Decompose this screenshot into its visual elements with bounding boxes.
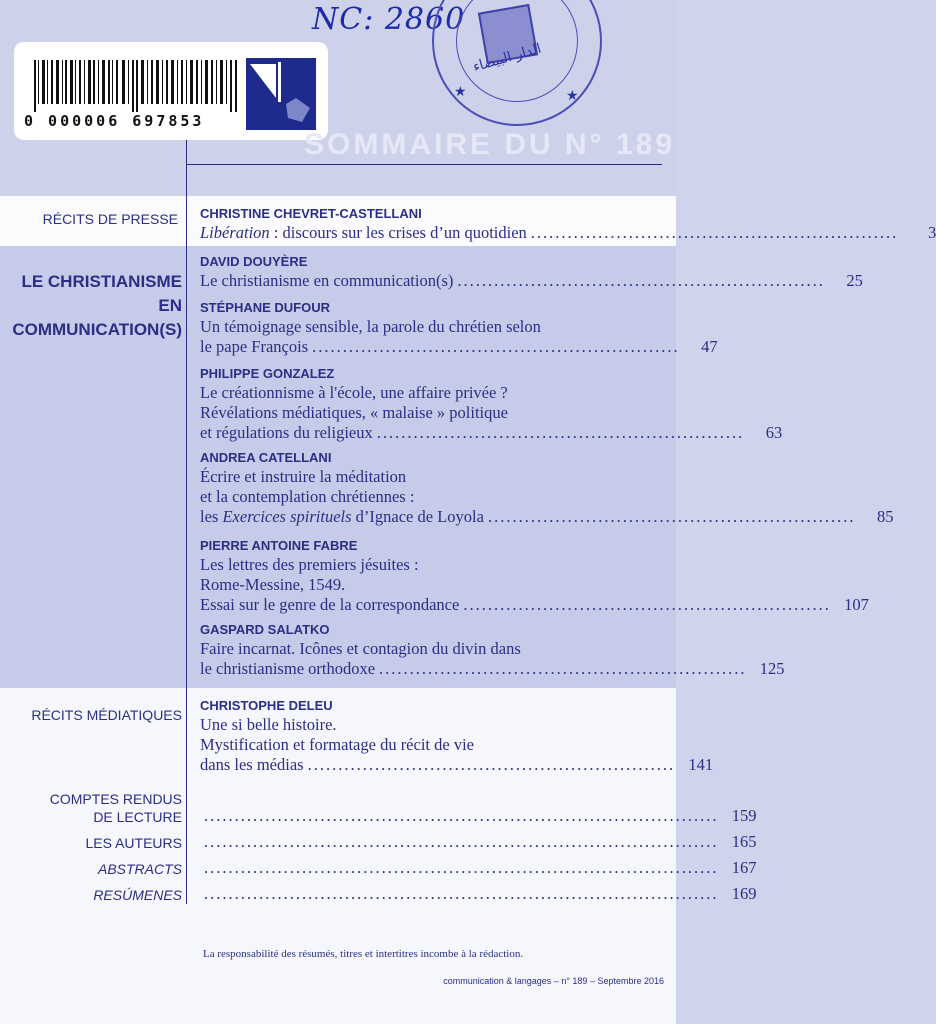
entry-last-line [200,271,863,291]
entry-title: Libération : discours sur les crises d’un quotidien [200,223,527,242]
entry-author: PIERRE ANTOINE FABRE [200,538,358,553]
toc-entry-auteurs[interactable] [200,832,757,852]
section-recits-presse: RÉCITS DE PRESSE [42,211,178,227]
leader-dots: .................................................................................... [204,858,719,877]
barcode-label [14,42,328,140]
section-comptes-rendus [50,790,182,826]
publisher-logo-icon [246,58,316,130]
leader-dots: .................................................................................... [204,806,719,825]
entry-page: 141 [688,755,714,774]
entry-author: STÉPHANE DUFOUR [200,300,331,315]
entry-last-line [200,659,785,679]
toc-entry-abstracts[interactable] [200,858,757,878]
entry-last-line [200,832,757,852]
barcode-number: 0 000006 697853 [24,112,205,130]
entry-page: 125 [759,659,785,678]
toc-entry[interactable] [200,252,863,291]
entry-title: le pape François [200,337,309,356]
entry-title-line: Les lettres des premiers jésuites : [200,555,419,574]
entry-last-line [200,223,936,243]
toc-entry[interactable] [200,448,894,527]
toc-entry[interactable] [200,696,714,775]
leader-dots: ............................................................ [312,337,680,356]
entry-title-line: Mystification et formatage du récit de vie [200,735,474,754]
entry-title-line: et la contemplation chrétiennes : [200,487,415,506]
entry-page: 165 [731,832,757,851]
entry-title-line: Rome-Messine, 1549. [200,575,346,594]
entry-last-line [200,337,718,357]
toc-entry[interactable] [200,536,869,615]
journal-name: Libération [200,223,270,242]
entry-title-line: Le créationnisme à l'école, une affaire privée ? [200,383,508,402]
leader-dots: .................................................................................... [204,884,719,903]
entry-last-line [200,884,757,904]
section-resumenes: RESÚMENES [93,887,182,903]
entry-page: 3 [928,223,936,242]
theme-line: COMMUNICATION(S) [12,320,182,339]
entry-page: 63 [765,423,783,442]
entry-page: 85 [876,507,894,526]
section-line: COMPTES RENDUS [49,791,182,807]
library-seal [432,0,602,126]
star-icon: ★ [566,89,579,104]
star-icon: ★ [454,85,467,100]
entry-author: CHRISTOPHE DELEU [200,698,333,713]
toc-entry[interactable] [200,364,783,443]
entry-page: 47 [701,337,718,356]
column-divider [186,140,187,904]
section-line: DE LECTURE [93,809,182,825]
section-recits-mediatiques: RÉCITS MÉDIATIQUES [31,707,182,723]
section-auteurs: LES AUTEURS [85,835,182,851]
entry-page: 167 [731,858,757,877]
entry-author: PHILIPPE GONZALEZ [200,366,335,381]
entry-title: et régulations du religieux [200,423,373,442]
entry-title-line: Écrire et instruire la méditation [200,467,407,486]
work-title: Exercices spirituels [222,507,352,526]
header-divider [186,164,662,165]
section-theme [12,270,182,342]
entry-title: les Exercices spirituels d’Ignace de Loyola [200,507,484,526]
entry-author: GASPARD SALATKO [200,622,330,637]
entry-title-line: Révélations médiatiques, « malaise » politique [200,403,508,422]
toc-entry-resumenes[interactable] [200,884,757,904]
leader-dots: ............................................................ [487,507,856,526]
theme-line: LE CHRISTIANISME [21,272,182,291]
entry-page: 25 [846,271,863,290]
editorial-note: La responsabilité des résumés, titres et intertitres incombe à la rédaction. [203,948,524,960]
entry-title: Le christianisme en communication(s) [200,271,454,290]
entry-author: CHRISTINE CHEVRET-CASTELLANI [200,206,422,221]
page-title: SOMMAIRE DU N° 189 [304,128,676,161]
entry-title: le christianisme orthodoxe [200,659,376,678]
entry-last-line [200,423,783,443]
toc-entry[interactable] [200,620,785,679]
barcode-icon [32,60,240,112]
leader-dots: ............................................................ [530,223,899,242]
leader-dots: ............................................................ [457,271,825,290]
entry-last-line [200,755,714,775]
entry-title-line: Faire incarnat. Icônes et contagion du divin dans [200,639,521,658]
entry-last-line [200,806,757,826]
entry-last-line [200,507,894,527]
leader-dots: ............................................................ [307,755,676,774]
entry-author: DAVID DOUYÈRE [200,254,308,269]
entry-last-line [200,595,869,615]
issue-footer: communication & langages – n° 189 – Septembre 2016 [443,976,664,986]
toc-entry[interactable] [200,204,936,243]
theme-line: EN [158,296,182,315]
entry-page: 107 [844,595,869,614]
entry-title-line: Une si belle histoire. [200,715,337,734]
entry-author: ANDREA CATELLANI [200,450,332,465]
entry-title: dans les médias [200,755,304,774]
leader-dots: ............................................................ [376,423,745,442]
leader-dots: .................................................................................... [204,832,719,851]
entry-page: 159 [731,806,757,825]
seal-text: الدار البيضاء [471,40,544,76]
section-abstracts: ABSTRACTS [97,861,182,877]
leader-dots: ............................................................ [463,595,831,614]
entry-title: Essai sur le genre de la correspondance [200,595,460,614]
entry-page: 169 [731,884,757,903]
toc-entry-comptes-rendus[interactable] [200,806,757,826]
entry-last-line [200,858,757,878]
leader-dots: ............................................................ [379,659,747,678]
toc-entry[interactable] [200,298,718,357]
entry-title-line: Un témoignage sensible, la parole du chrétien selon [200,317,541,336]
handwritten-stamp: NC: 2860 [312,2,466,37]
